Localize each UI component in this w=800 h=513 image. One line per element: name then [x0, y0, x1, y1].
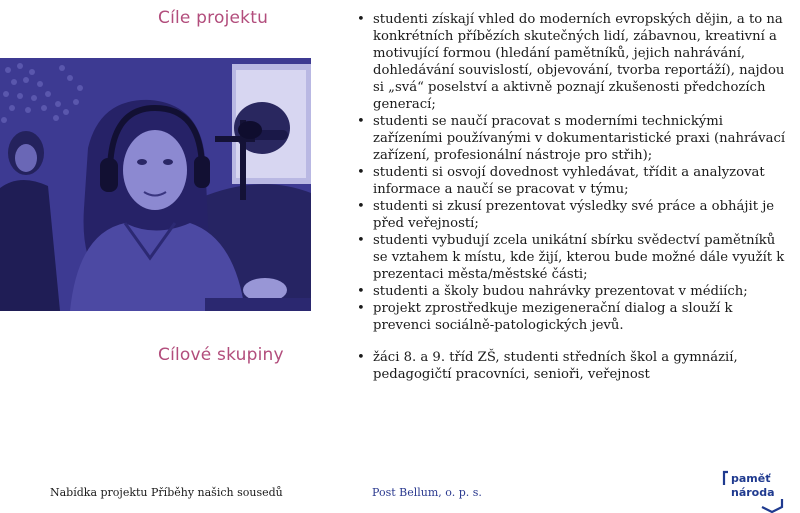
- list-item: • žáci 8. a 9. tříd ZŠ, studenti středních škol a gymnázií, pedagogičtí pracovníci, senioři, veřejnost: [357, 349, 789, 383]
- project-photo: [0, 58, 311, 311]
- list-item: • studenti si osvojí dovednost vyhledávat, třídit a analyzovat informace a naučí se pracovat v týmu;: [357, 164, 789, 198]
- list-item: • studenti se naučí pracovat s moderními technickými zařízeními používanými v dokumentaristické praxi (nahrávací zařízení, profesionální nástroje pro střih);: [357, 113, 789, 164]
- target-groups-heading: Cílové skupiny: [158, 345, 284, 365]
- list-item: • studenti si zkusí prezentovat výsledky své práce a obhájit je před veřejností;: [357, 198, 789, 232]
- logo-line-1: paměť: [731, 472, 771, 485]
- list-item: • studenti vybudují zcela unikátní sbírku svědectví pamětníků se vztahem k místu, kde žijí, kterou bude možné dále využít k prezentaci města/městské části;: [357, 232, 789, 283]
- list-item: • studenti získají vhled do moderních evropských dějin, a to na konkrétních příbězích skutečných lidí, zábavnou, kreativní a motivující formou (hledání pamětníků, jejich nahrávání, dohledávání souvislostí, objevování, tvorba reportáží), najdou si „svá“ poselství a aktivně poznají zkušenosti předchozích generací;: [357, 11, 789, 113]
- goals-heading: Cíle projektu: [158, 8, 269, 28]
- target-groups-list: [357, 349, 789, 383]
- list-item: • projekt zprostředkuje mezigenerační dialog a slouží k prevenci sociálně-patologických jevů.: [357, 300, 789, 334]
- pamet-naroda-logo: [722, 469, 788, 513]
- goals-list: [357, 11, 789, 334]
- footer-organization: Post Bellum, o. p. s.: [372, 486, 482, 499]
- footer-project-title: Nabídka projektu Příběhy našich sousedů: [50, 486, 283, 499]
- logo-line-2: národa: [731, 486, 775, 499]
- list-item: • studenti a školy budou nahrávky prezentovat v médiích;: [357, 283, 789, 300]
